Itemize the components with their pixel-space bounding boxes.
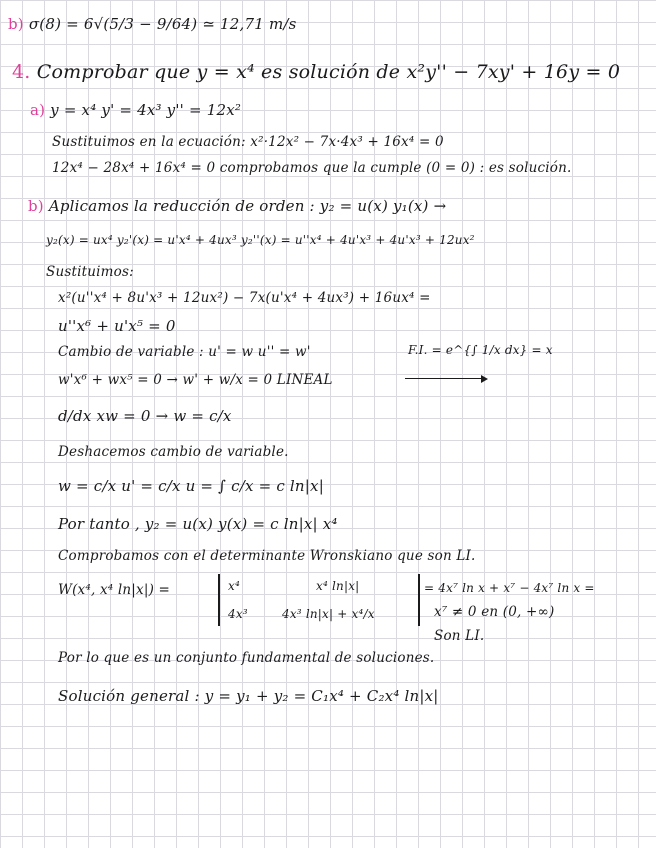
prev-part-text: σ(8) = 6√(5/3 − 9/64) ≃ 12,71 m/s (28, 15, 297, 33)
part-b-cambio: Cambio de variable : u' = w u'' = w' (58, 344, 311, 360)
prev-part-label: b) (8, 15, 24, 33)
general-solution: Solución general : y = y₁ + y₂ = C₁x⁴ + C₂x⁴ ln|x| (58, 687, 439, 705)
wronskian-result-2: x⁷ ≠ 0 en (0, +∞) (434, 604, 555, 620)
arrow-right-icon (481, 375, 488, 383)
problem-4-line (12, 62, 620, 82)
part-b-eq2: u''x⁶ + u'x⁵ = 0 (58, 317, 176, 335)
part-b-deshacemos: Deshacemos cambio de variable. (58, 444, 289, 460)
part-a-label: a) (30, 101, 46, 119)
wronskian-left: W(x⁴, x⁴ ln|x|) = (58, 582, 171, 598)
fundamental-set: Por lo que es un conjunto fundamental de soluciones. (58, 650, 435, 666)
part-a-derivs: y = x⁴ y' = 4x³ y'' = 12x² (50, 101, 242, 119)
wronskian-result-1: = 4x⁷ ln x + x⁷ − 4x⁷ ln x = (424, 581, 595, 595)
arrow-line (405, 378, 483, 379)
part-a-check: 12x⁴ − 28x⁴ + 16x⁴ = 0 comprobamos que la cumple (0 = 0) : es solución. (52, 160, 572, 176)
problem-statement: Comprobar que y = x⁴ es solución de x²y'' − 7xy' + 16y = 0 (36, 61, 621, 83)
part-b-solve-u: w = c/x u' = c/x u = ∫ c/x = c ln|x| (58, 477, 324, 495)
part-b-intro-line (28, 196, 446, 216)
matrix-22: 4x³ ln|x| + x⁴/x (282, 607, 375, 621)
matrix-21: 4x³ (228, 607, 248, 621)
part-b-lineal: w'x⁶ + wx⁵ = 0 → w' + w/x = 0 LINEAL (58, 372, 333, 388)
integrating-factor: F.I. = e^{∫ 1/x dx} = x (408, 343, 553, 357)
part-b-label: b) (28, 197, 44, 215)
part-b-portanto: Por tanto , y₂ = u(x) y(x) = c ln|x| x⁴ (58, 515, 338, 533)
part-b-eq1: x²(u''x⁴ + 8u'x³ + 12ux²) − 7x(u'x⁴ + 4ux³) + 16ux⁴ = (58, 290, 431, 306)
prev-part-line (8, 14, 297, 34)
part-a-substitute: Sustituimos en la ecuación: x²·12x² − 7x·4x³ + 16x⁴ = 0 (52, 134, 444, 150)
wronskian-result-3: Son LI. (434, 628, 485, 644)
det-right-bar (418, 574, 420, 626)
problem-number: 4. (12, 61, 31, 83)
wronskian-intro: Comprobamos con el determinante Wronskiano que son LI. (58, 548, 476, 564)
det-left-bar (218, 574, 220, 626)
part-b-sust-label: Sustituimos: (46, 264, 134, 280)
part-a-derivs-line (30, 100, 241, 120)
matrix-12: x⁴ ln|x| (316, 579, 360, 593)
matrix-11: x⁴ (228, 579, 240, 593)
part-b-intro: Aplicamos la reducción de orden : y₂ = u(x) y₁(x) → (48, 197, 447, 215)
part-b-integrating: d/dx xw = 0 → w = c/x (58, 407, 232, 425)
part-b-derivs: y₂(x) = ux⁴ y₂'(x) = u'x⁴ + 4ux³ y₂''(x) = u''x⁴ + 4u'x³ + 4u'x³ + 12ux² (46, 233, 475, 247)
